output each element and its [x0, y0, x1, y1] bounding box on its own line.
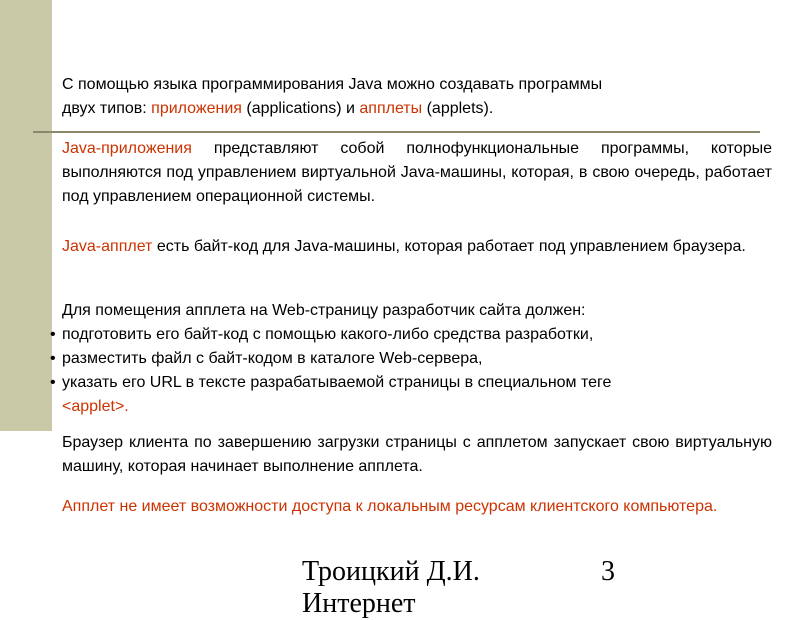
term-java-applet: Java-апплет — [62, 238, 153, 255]
horizontal-divider — [33, 131, 760, 133]
page-number: 3 — [601, 556, 615, 587]
warning-note: Апплет не имеет возможности доступа к локальным ресурсам клиентского компьютера. — [62, 498, 718, 515]
placement-list — [62, 323, 772, 419]
list-item: • разместить файл с байт-кодом в каталоге Web-сервера, — [62, 347, 772, 371]
term-applets: апплеты — [359, 100, 423, 117]
applet-tag: <applet>. — [62, 398, 129, 415]
placement-heading: Для помещения апплета на Web-страницу разработчик сайта должен: — [62, 302, 586, 319]
java-apps-paragraph: Java-приложения представляют собой полнофункциональные программы, которые выполняются под управлением виртуальной Java-машины, которая, в свою очередь, работает под управлением операционной системы. — [62, 140, 772, 205]
term-java-apps: Java-приложения — [62, 140, 192, 157]
list-item: • указать его URL в тексте разрабатываемой страницы в специальном теге — [62, 371, 772, 395]
intro-line-1: С помощью языка программирования Java можно создавать программы — [62, 76, 603, 93]
footer-author: Троицкий Д.И. Интернет — [302, 556, 480, 619]
decorative-side-bar — [0, 0, 52, 431]
intro-paragraph: С помощью языка программирования Java можно создавать программы двух типов: приложения (applications) и апплеты (applets). — [62, 76, 603, 117]
java-applet-paragraph: Java-апплет есть байт-код для Java-машины, которая работает под управлением браузера. — [62, 238, 746, 255]
browser-note: Браузер клиента по завершению загрузки страницы с апплетом запускает свою виртуальную машину, которая начинает выполнение апплета. — [62, 434, 772, 475]
list-item: • подготовить его байт-код с помощью какого-либо средства разработки, — [62, 323, 772, 347]
term-applications: приложения — [151, 100, 242, 117]
